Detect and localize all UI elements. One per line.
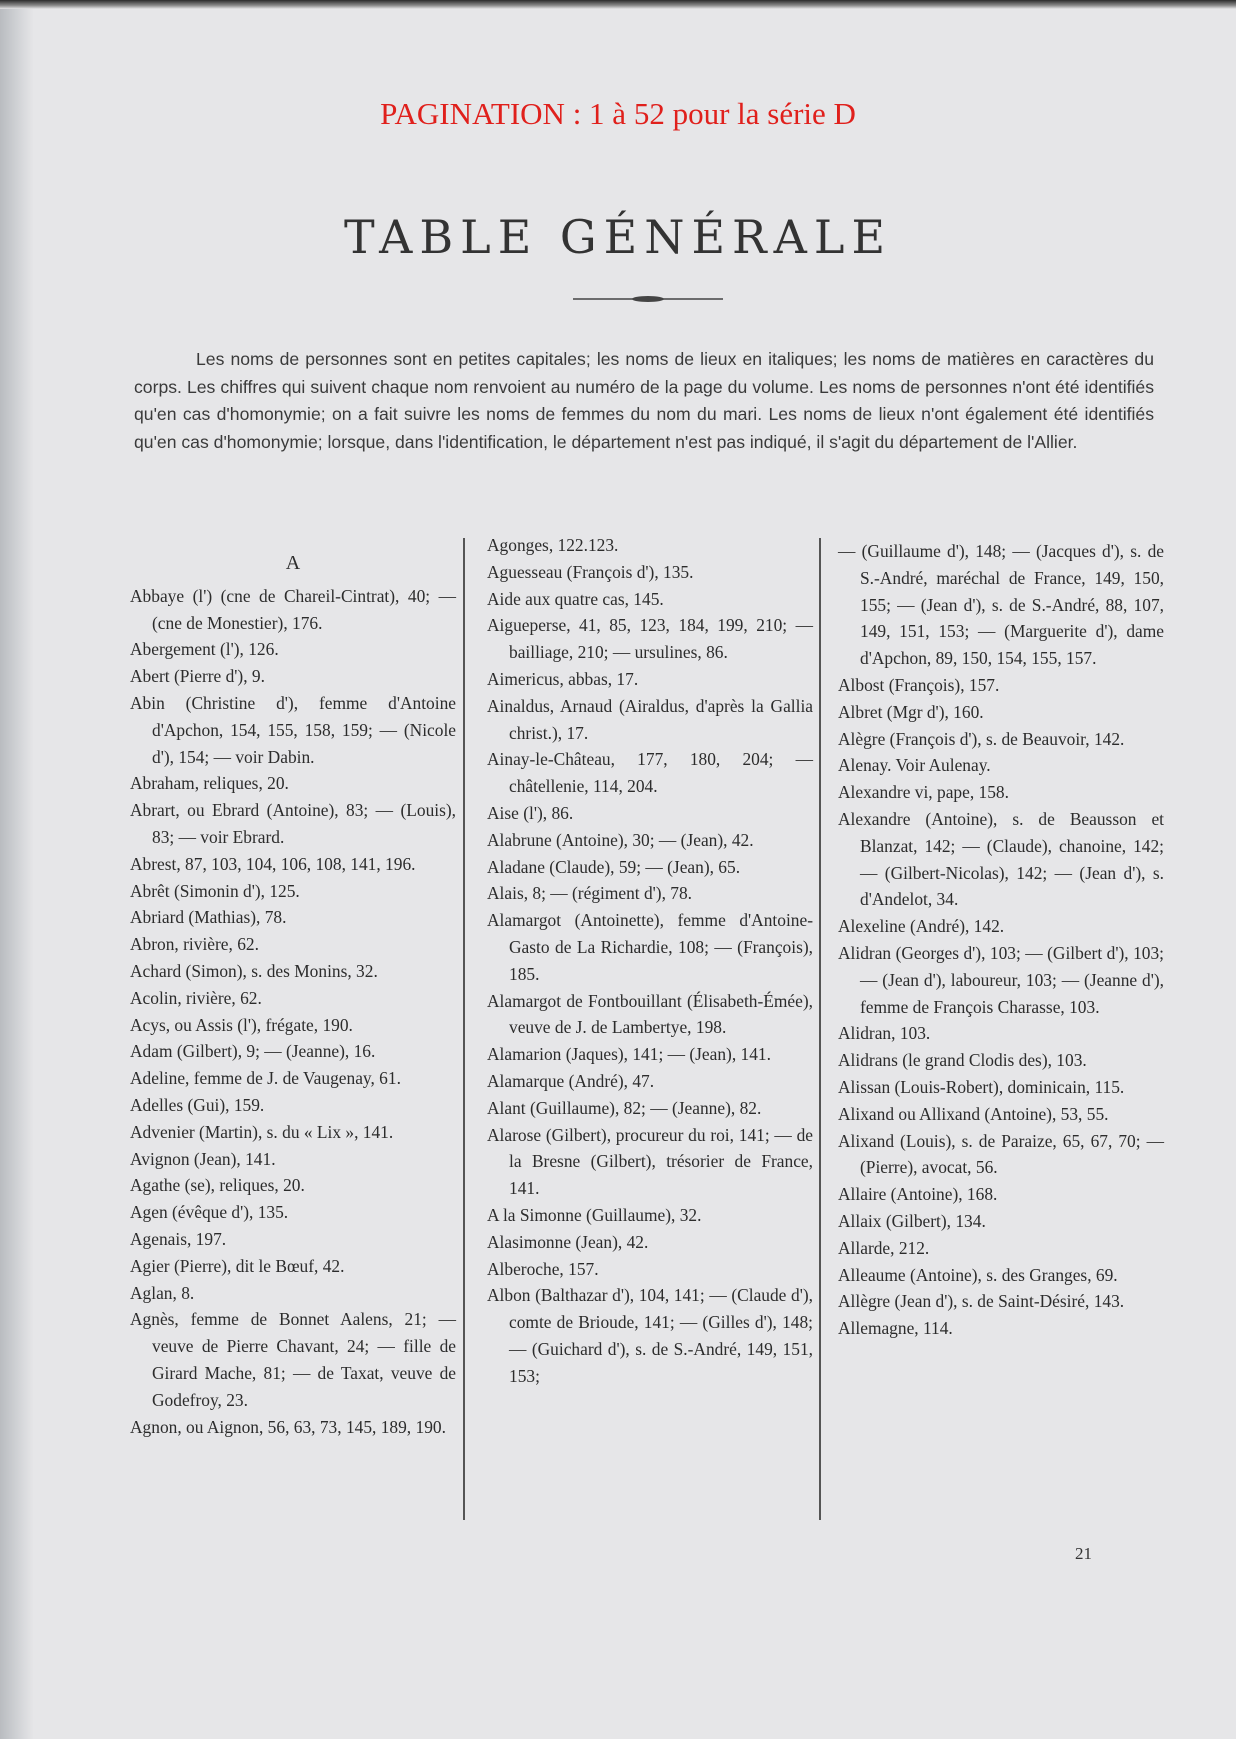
index-entry: Alenay. Voir Aulenay. xyxy=(838,755,991,776)
index-entry: Agnon, ou Aignon, 56, 63, 73, 145, 189, 190. xyxy=(130,1416,446,1437)
pagination-banner: PAGINATION : 1 à 52 pour la série D xyxy=(380,96,856,131)
index-entry: Albost (François), 157. xyxy=(838,674,1000,695)
page-number: 21 xyxy=(1075,1544,1092,1563)
index-entry: Allaix (Gilbert), 134. xyxy=(838,1210,986,1231)
index-entry: Aise (l'), 86. xyxy=(487,802,574,823)
index-entry: Alidran (Georges d'), 103; — (Gilbert d'), 103; — (Jean d'), laboureur, 103; — (Jeanne d'), femme de François Charasse, 103. xyxy=(838,942,1164,1017)
index-entry: Agathe (se), reliques, 20. xyxy=(130,1175,305,1196)
index-entry: Ainay-le-Château, 177, 180, 204; — châtellenie, 114, 204. xyxy=(487,749,813,797)
index-entry: Abron, rivière, 62. xyxy=(130,934,259,955)
index-entry: Alleaume (Antoine), s. des Granges, 69. xyxy=(838,1264,1118,1285)
index-entry: Abraham, reliques, 20. xyxy=(130,773,289,794)
index-entry: Alasimonne (Jean), 42. xyxy=(487,1231,649,1252)
index-column-3 xyxy=(838,538,1164,1342)
index-entry: Alexandre vi, pape, 158. xyxy=(838,782,1009,803)
index-entry: Agenais, 197. xyxy=(130,1228,227,1249)
index-entry: Abert (Pierre d'), 9. xyxy=(130,666,265,687)
index-entry: Abrêt (Simonin d'), 125. xyxy=(130,880,300,901)
index-entry: Alixand ou Allixand (Antoine), 53, 55. xyxy=(838,1103,1109,1124)
index-entry: Alamarion (Jaques), 141; — (Jean), 141. xyxy=(487,1044,771,1065)
title-ornament xyxy=(573,293,723,305)
intro-paragraph: Les noms de personnes sont en petites capitales; les noms de lieux en italiques; les noms de matières en caractères du corps. Les chiffres qui suivent chaque nom renvoient au numéro de la page du volume. Les noms de personnes n'ont été identifiés qu'en cas d'homonymie; on a fait suivre les noms de femmes du nom du mari. Les noms de lieux n'ont également été identifiés qu'en cas d'homonymie; lorsque, dans l'identification, le département n'est pas indiqué, il s'agit du département de l'Allier. xyxy=(134,349,1154,452)
page-title: TABLE GÉNÉRALE xyxy=(343,210,893,264)
index-entry: Agen (évêque d'), 135. xyxy=(130,1202,289,1223)
entry-list xyxy=(487,532,813,1390)
index-entry: Abbaye (l') (cne de Chareil-Cintrat), 40; — (cne de Monestier), 176. xyxy=(130,585,456,633)
index-entry: Adeline, femme de J. de Vaugenay, 61. xyxy=(130,1068,401,1089)
index-entry: A la Simonne (Guillaume), 32. xyxy=(487,1204,702,1225)
index-entry: Allarde, 212. xyxy=(838,1237,930,1258)
index-entry: Alègre (François d'), s. de Beauvoir, 142. xyxy=(838,728,1125,749)
column-divider xyxy=(819,538,821,1520)
index-entry: Alant (Guillaume), 82; — (Jeanne), 82. xyxy=(487,1097,762,1118)
index-entry: Adelles (Gui), 159. xyxy=(130,1094,265,1115)
index-entry: Acolin, rivière, 62. xyxy=(130,987,262,1008)
index-column-2 xyxy=(487,532,813,1390)
index-entry: Alarose (Gilbert), procureur du roi, 141; — de la Bresne (Gilbert), trésorier de France, 141. xyxy=(487,1124,813,1199)
index-entry: Albret (Mgr d'), 160. xyxy=(838,701,984,722)
index-entry: Advenier (Martin), s. du « Lix », 141. xyxy=(130,1121,394,1142)
index-entry: Agonges, 122.123. xyxy=(487,535,619,555)
index-entry: Abin (Christine d'), femme d'Antoine d'Apchon, 154, 155, 158, 159; — (Nicole d'), 154; — voir Dabin. xyxy=(130,692,456,767)
index-entry: Aladane (Claude), 59; — (Jean), 65. xyxy=(487,856,741,877)
entry-list xyxy=(838,538,1164,1342)
index-entry: Allemagne, 114. xyxy=(838,1318,953,1339)
scan-top-edge xyxy=(0,0,1236,9)
index-entry: Avignon (Jean), 141. xyxy=(130,1148,276,1169)
index-entry: Ainaldus, Arnaud (Airaldus, d'après la Gallia christ.), 17. xyxy=(487,695,813,743)
index-entry: Abriard (Mathias), 78. xyxy=(130,907,287,928)
index-entry: Allaire (Antoine), 168. xyxy=(838,1184,998,1205)
index-entry: Alabrune (Antoine), 30; — (Jean), 42. xyxy=(487,829,754,850)
index-entry: Alamarque (André), 47. xyxy=(487,1070,655,1091)
entry-list xyxy=(130,583,456,1441)
index-entry: Agier (Pierre), dit le Bœuf, 42. xyxy=(130,1255,345,1276)
index-entry: Aigueperse, 41, 85, 123, 184, 199, 210; — bailliage, 210; — ursulines, 86. xyxy=(487,615,813,663)
index-entry: Alamargot (Antoinette), femme d'Antoine-Gasto de La Richardie, 108; — (François), 185. xyxy=(487,910,813,984)
column-divider xyxy=(463,538,465,1520)
index-entry: Abrest, 87, 103, 104, 106, 108, 141, 196. xyxy=(130,853,416,874)
index-entry: Agnès, femme de Bonnet Aalens, 21; — veuve de Pierre Chavant, 24; — fille de Girard Mache, 81; — de Taxat, veuve de Godefroy, 23. xyxy=(130,1309,456,1410)
index-entry: Aguesseau (François d'), 135. xyxy=(487,561,694,582)
index-entry: Alais, 8; — (régiment d'), 78. xyxy=(487,883,693,904)
index-entry: Aide aux quatre cas, 145. xyxy=(487,588,664,609)
index-entry: Alidrans (le grand Clodis des), 103. xyxy=(838,1050,1087,1071)
index-entry: Adam (Gilbert), 9; — (Jeanne), 16. xyxy=(130,1041,376,1062)
index-entry: Alidran, 103. xyxy=(838,1023,931,1044)
section-letter: A xyxy=(285,552,301,574)
index-entry: Aimericus, abbas, 17. xyxy=(487,668,639,689)
index-entry: Alamargot de Fontbouillant (Élisabeth-Émée), veuve de J. de Lambertye, 198. xyxy=(487,990,813,1038)
index-entry: Alberoche, 157. xyxy=(487,1258,599,1279)
index-entry: Achard (Simon), s. des Monins, 32. xyxy=(130,960,378,981)
index-column-1 xyxy=(130,540,456,1440)
index-entry: Alixand (Louis), s. de Paraize, 65, 67, 70; — (Pierre), avocat, 56. xyxy=(838,1130,1164,1178)
index-entry: Alexandre (Antoine), s. de Beausson et Blanzat, 142; — (Claude), chanoine, 142; — (Gilbert-Nicolas), 142; — (Jean d'), s. d'Andelot, 34. xyxy=(838,808,1164,910)
index-entry: Allègre (Jean d'), s. de Saint-Désiré, 143. xyxy=(838,1291,1125,1312)
index-entry: Albon (Balthazar d'), 104, 141; — (Claude d'), comte de Brioude, 141; — (Gilles d'), 148; — (Guichard d'), s. de S.-André, 149, 151, 153; xyxy=(487,1285,813,1386)
index-entry: Alissan (Louis-Robert), dominicain, 115. xyxy=(838,1076,1125,1097)
index-entry: Acys, ou Assis (l'), frégate, 190. xyxy=(130,1014,353,1035)
index-entry: Alexeline (André), 142. xyxy=(838,916,1005,937)
index-entry: Abrart, ou Ebrard (Antoine), 83; — (Louis), 83; — voir Ebrard. xyxy=(130,800,456,847)
index-entry: — (Guillaume d'), 148; — (Jacques d'), s. de S.-André, maréchal de France, 149, 150, 155; — (Jean d'), s. de S.-André, 88, 107, 149, 151, 153; — (Marguerite d'), dame d'Apchon, 89, 150, 154, 155, 157. xyxy=(838,541,1164,669)
index-entry: Abergement (l'), 126. xyxy=(130,639,279,660)
index-entry: Aglan, 8. xyxy=(130,1282,195,1303)
